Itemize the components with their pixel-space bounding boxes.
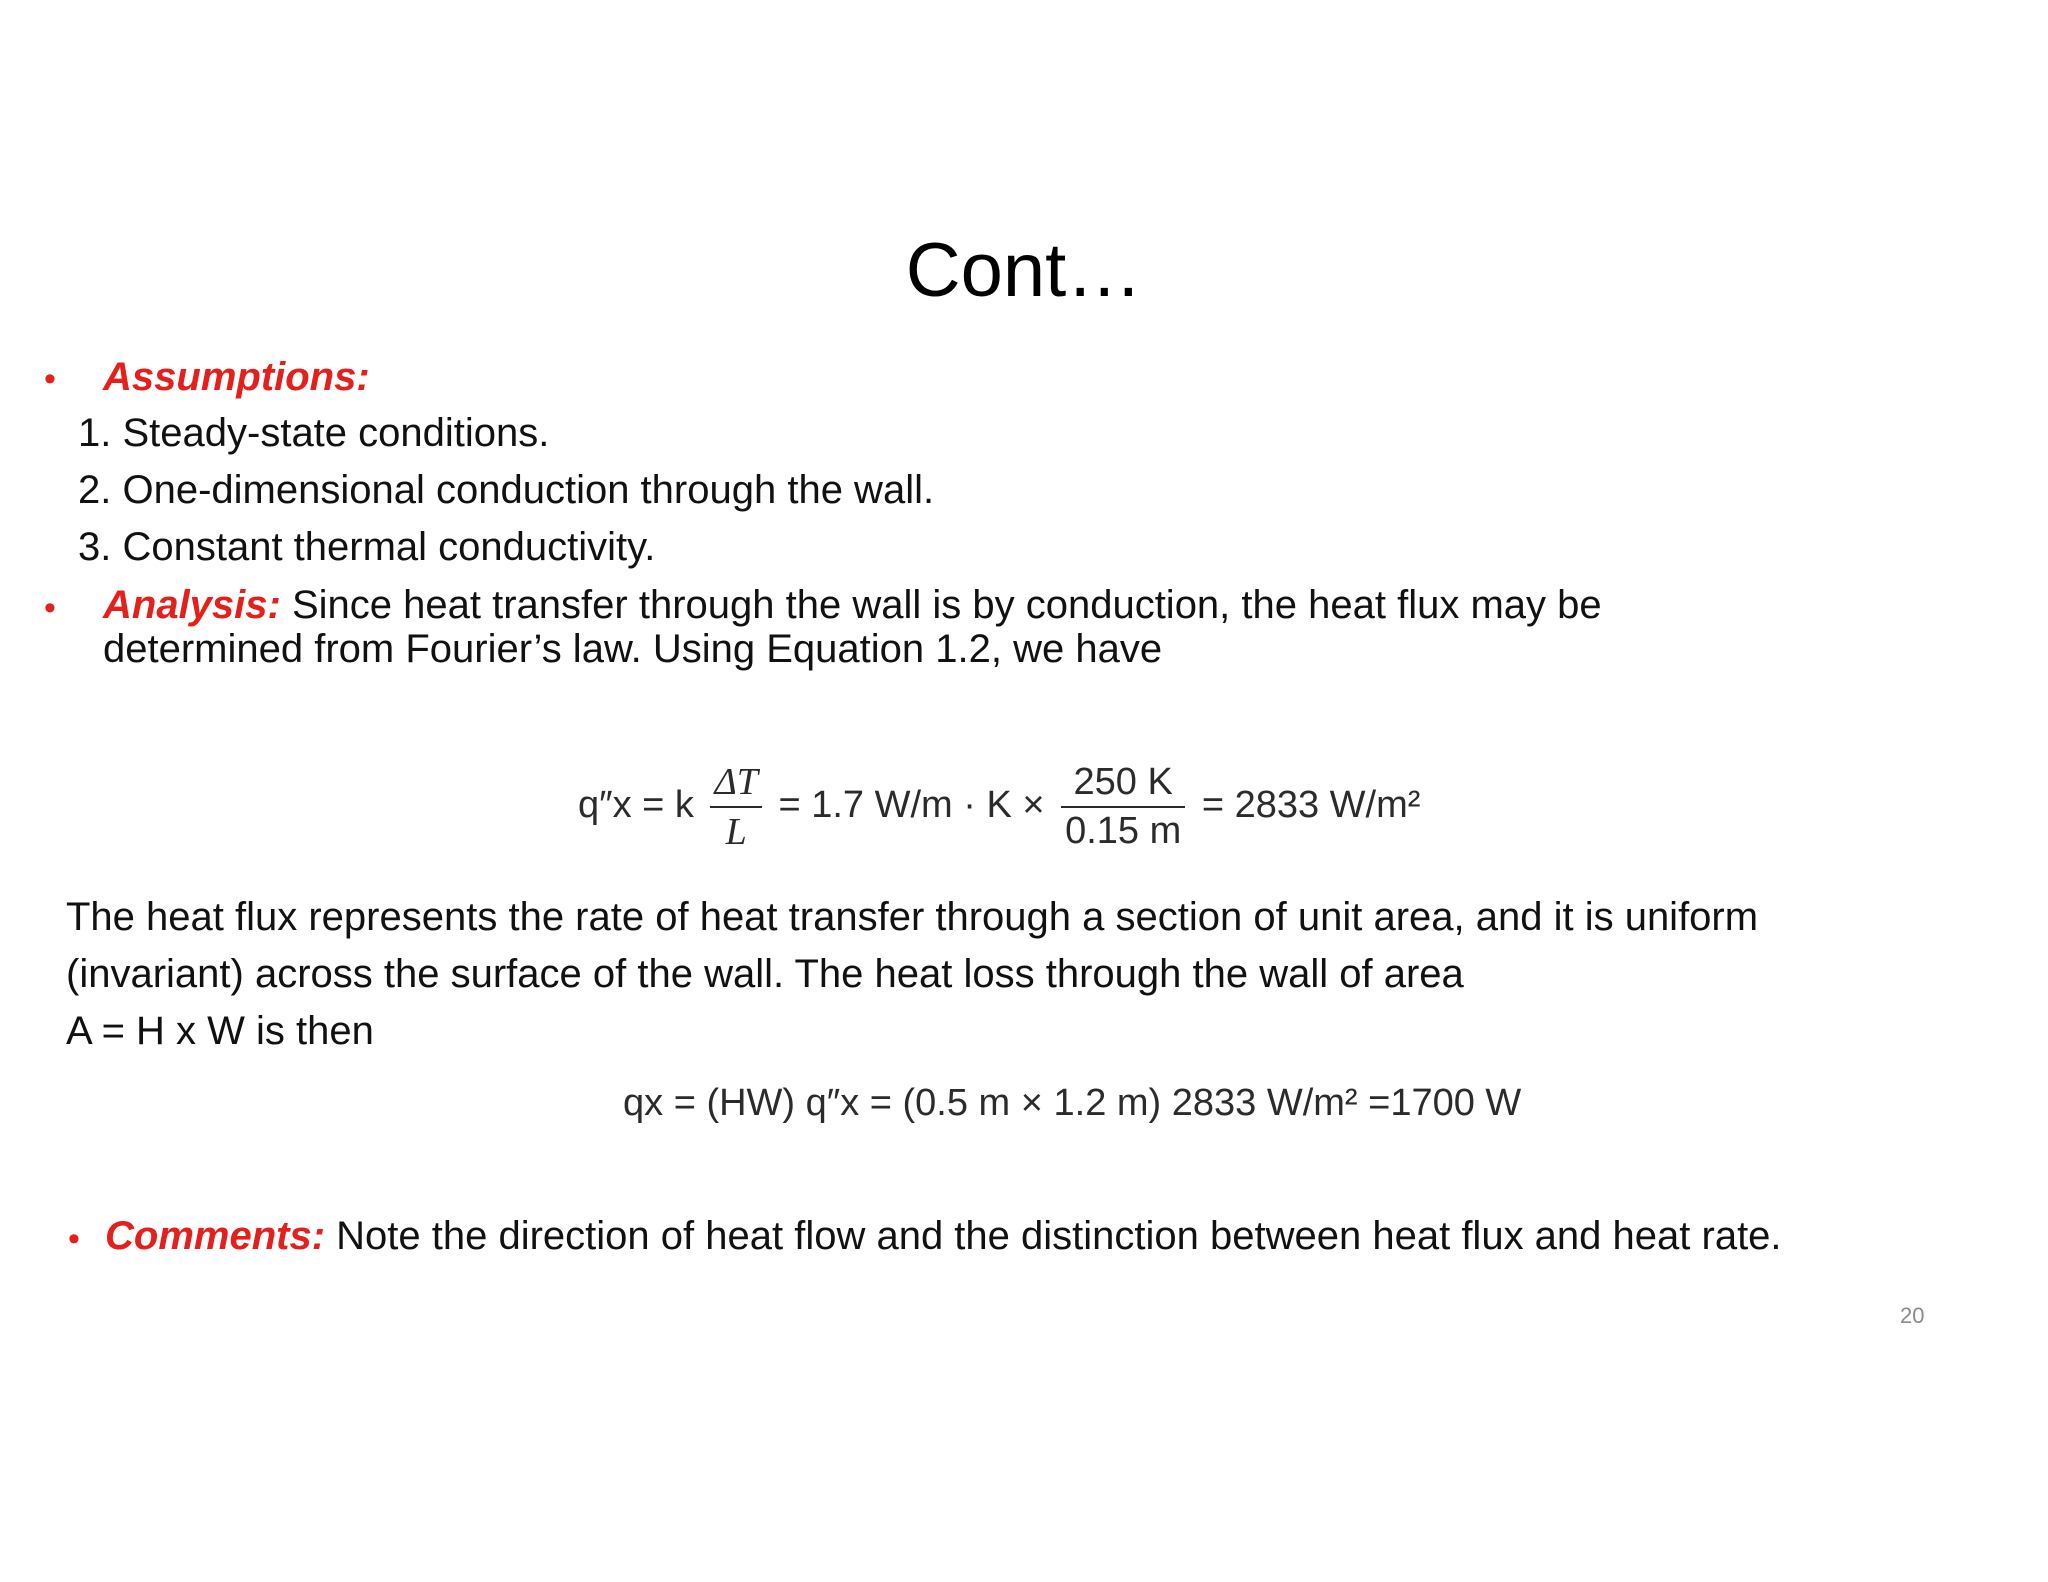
comments-line <box>105 1213 1782 1259</box>
equation1-frac1-numerator: ΔT <box>710 760 761 808</box>
analysis-line2: determined from Fourier’s law. Using Equation 1.2, we have <box>103 627 1163 671</box>
assumption-item-1: 1. Steady-state conditions. <box>78 411 550 455</box>
equation1-lhs: q″x = k <box>578 784 694 827</box>
paragraph-line2: (invariant) across the surface of the wall. The heat loss through the wall of area <box>66 952 1464 996</box>
comments-bullet: • <box>68 1220 80 1258</box>
fourier-equation <box>578 760 1420 854</box>
equation1-frac1-denominator: L <box>725 811 747 853</box>
assumptions-label <box>103 354 370 400</box>
analysis-bullet: • <box>44 589 56 627</box>
comments-text: Note the direction of heat flow and the distinction between heat flux and heat rate. <box>325 1214 1782 1258</box>
equation1-fraction-dt-over-l <box>710 760 761 854</box>
heat-rate-equation: qx = (HW) q″x = (0.5 m × 1.2 m) 2833 W/m² =1700 W <box>623 1082 1522 1124</box>
equation1-fraction-values <box>1061 761 1185 853</box>
assumptions-label-text: Assumptions: <box>103 355 370 399</box>
equation1-frac2-numerator: 250 K <box>1061 761 1185 808</box>
equation1-mid: = 1.7 W/m · K × <box>778 784 1045 827</box>
analysis-line1 <box>103 582 1950 628</box>
assumption-item-2: 2. One-dimensional conduction through the wall. <box>78 468 935 512</box>
analysis-label: Analysis: <box>103 583 281 627</box>
assumptions-bullet: • <box>44 360 56 398</box>
assumption-item-3: 3. Constant thermal conductivity. <box>78 525 656 569</box>
paragraph-line1: The heat flux represents the rate of heat transfer through a section of unit area, and it is uniform <box>66 895 1759 939</box>
equation1-frac2-denominator: 0.15 m <box>1065 810 1182 852</box>
analysis-text-line1: Since heat transfer through the wall is by conduction, the heat flux may be <box>280 583 1602 627</box>
slide-title: Cont… <box>905 228 1143 313</box>
comments-label: Comments: <box>105 1214 326 1258</box>
page-number: 20 <box>1900 1303 1925 1328</box>
equation1-rhs: = 2833 W/m² <box>1201 784 1421 827</box>
paragraph-line3: A = H x W is then <box>66 1009 374 1053</box>
